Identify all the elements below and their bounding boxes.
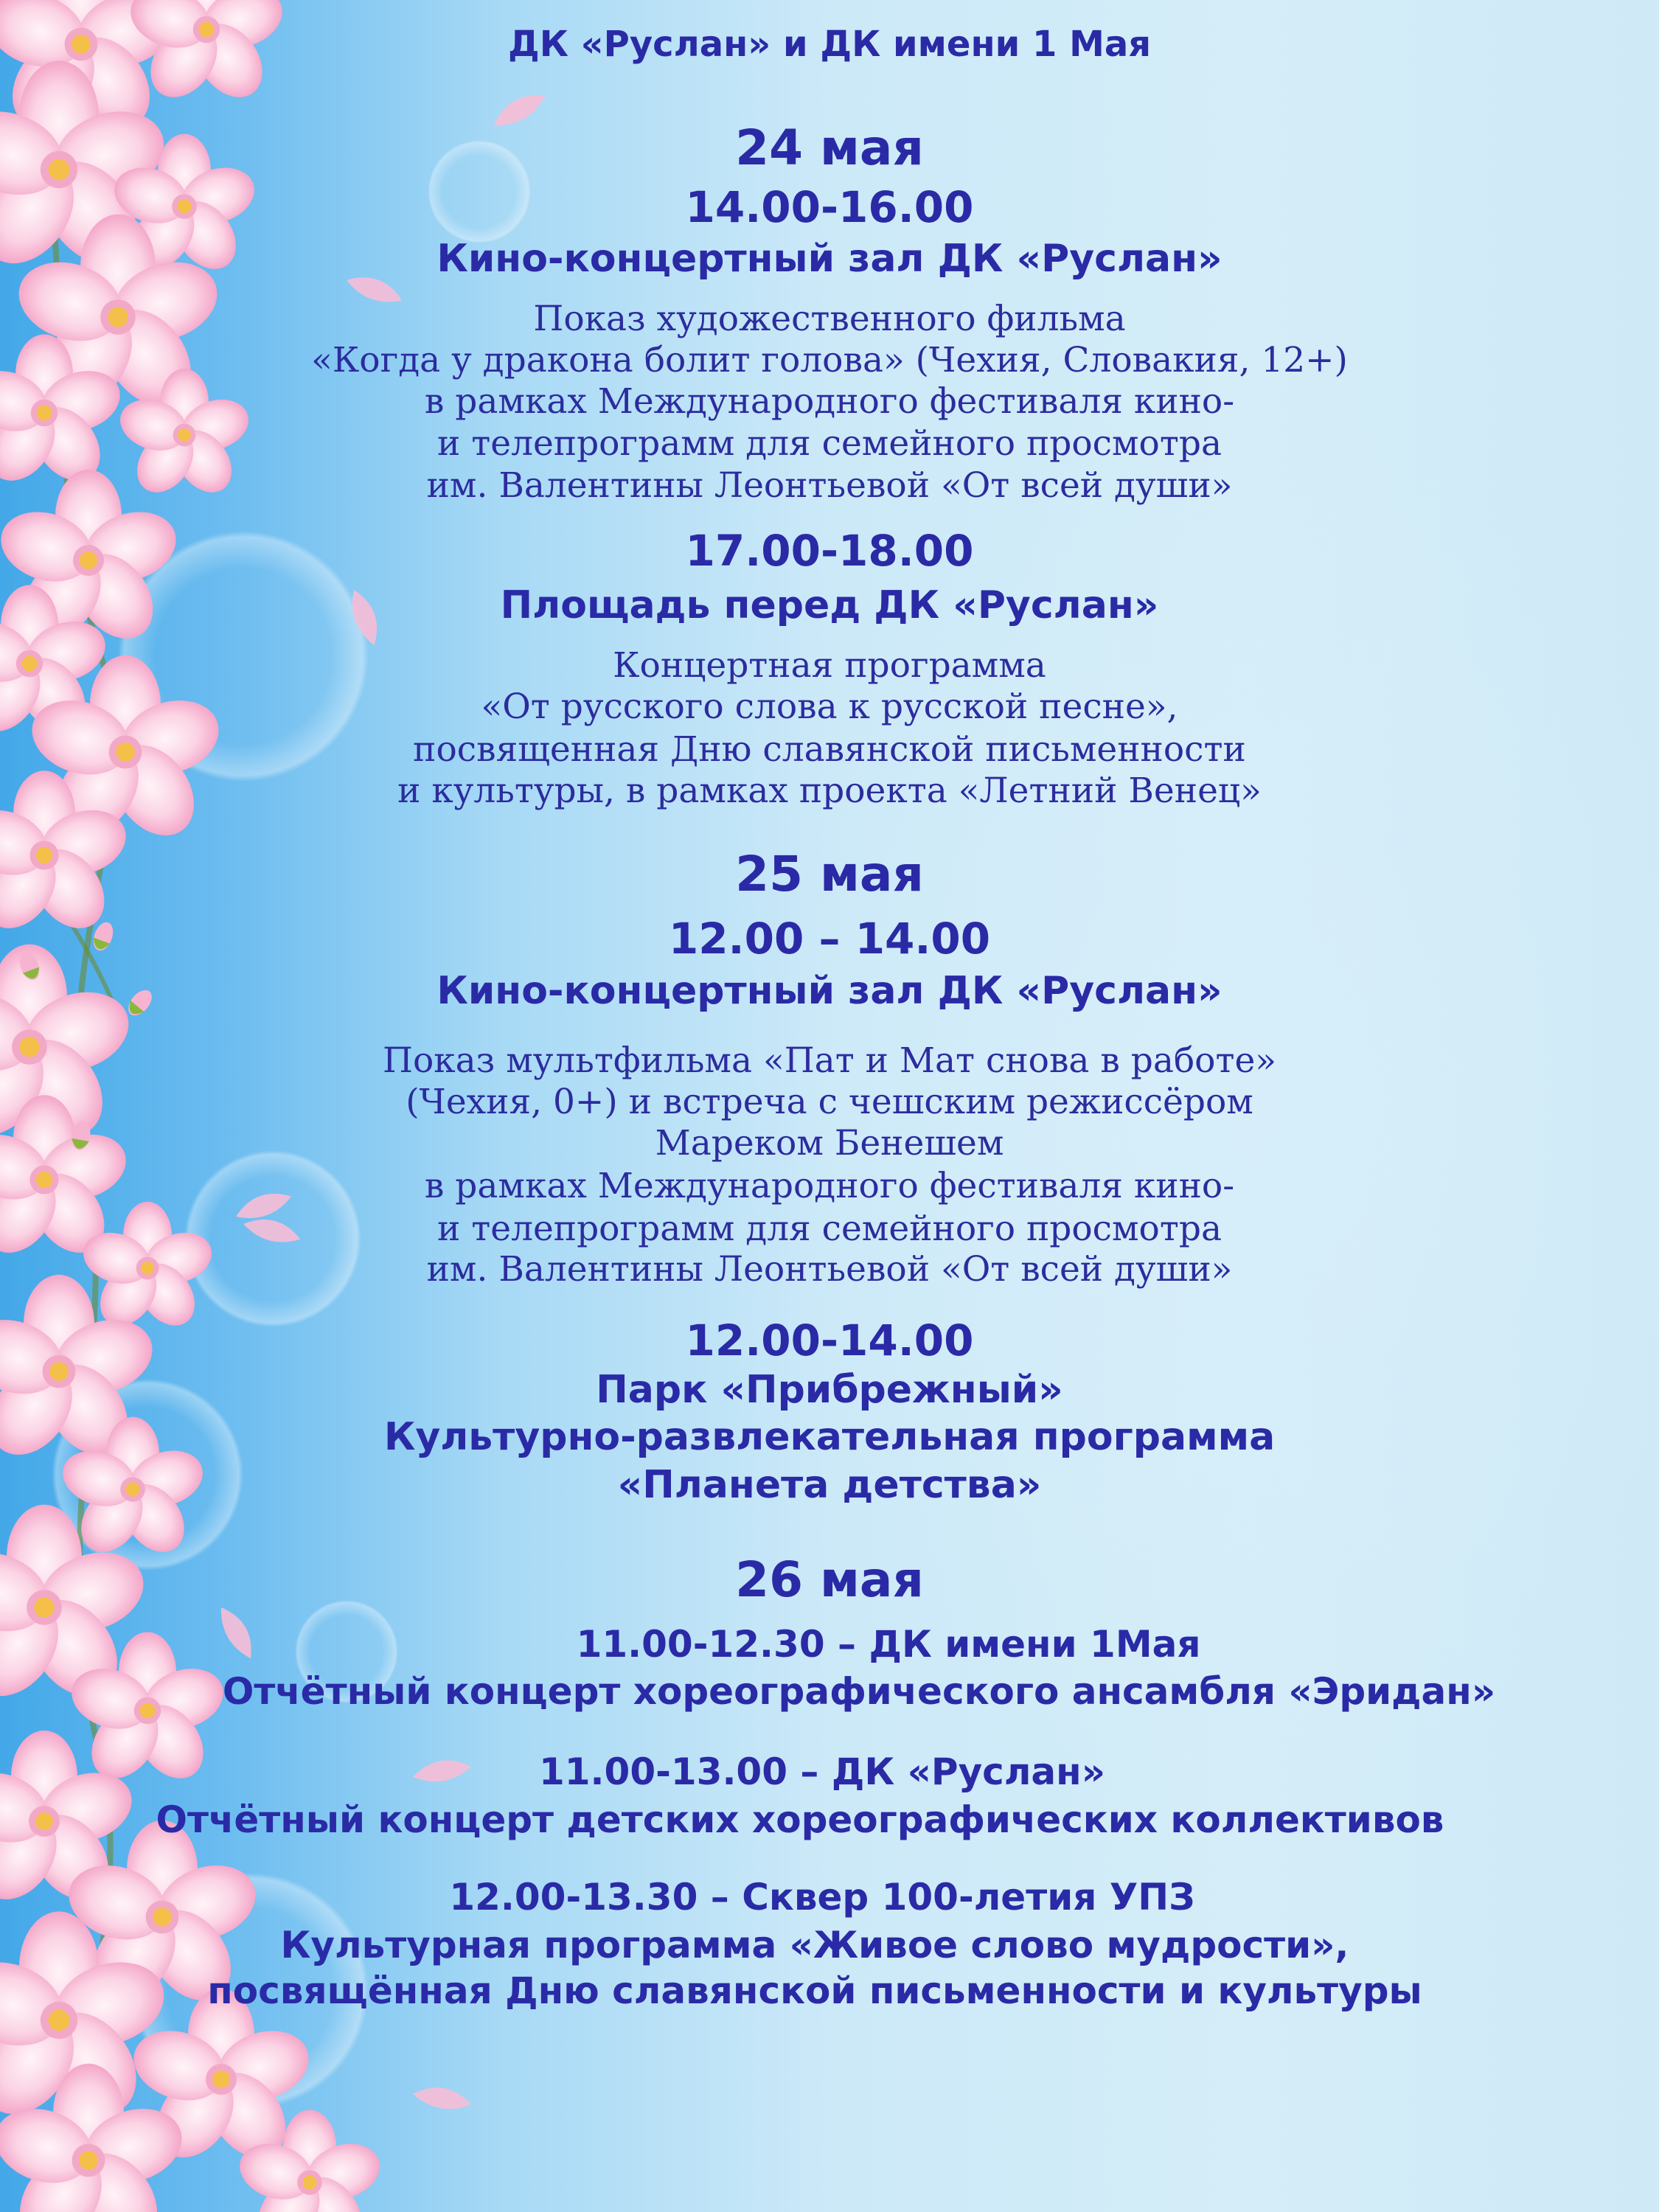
event-description-line: Показ мультфильма «Пат и Мат снова в работе» (382, 1040, 1277, 1081)
event-description-line: «Когда у дракона болит голова» (Чехия, Словакия, 12+) (311, 340, 1348, 380)
event-time: 12.00-13.30 – Сквер 100-летия УПЗ (449, 1876, 1195, 1919)
event-time: 14.00-16.00 (685, 182, 974, 232)
event-description-line: «От русского слова к русской песне», (481, 686, 1178, 727)
event-time: 12.00-14.00 (685, 1315, 974, 1366)
event-place: Кино-концертный зал ДК «Руслан» (437, 237, 1222, 281)
event-description-line: Мареком Бенешем (655, 1123, 1004, 1164)
event-place: Площадь перед ДК «Руслан» (500, 583, 1159, 627)
event-description-line: и телепрограмм для семейного просмотра (437, 423, 1222, 464)
event-description: Отчётный концерт хореографического ансамбля «Эридан» (222, 1670, 1496, 1713)
event-description-line: и культуры, в рамках проекта «Летний Венец» (397, 771, 1262, 811)
event-description-line: (Чехия, 0+) и встреча с чешским режиссёром (406, 1082, 1253, 1122)
event-description-line: Культурная программа «Живое слово мудрости», (280, 1924, 1349, 1966)
event-description-line: в рамках Международного фестиваля кино- (424, 381, 1235, 422)
date-26-may: 26 мая (735, 1551, 924, 1608)
event-description-line: в рамках Международного фестиваля кино- (424, 1166, 1235, 1206)
event-time: 11.00-12.30 – ДК имени 1Мая (576, 1623, 1201, 1666)
date-25-may: 25 мая (735, 846, 924, 902)
event-description-line: Показ художественного фильма (533, 299, 1126, 339)
event-description-line: им. Валентины Леонтьевой «От всей души» (426, 465, 1233, 506)
event-description-line: «Планета детства» (617, 1463, 1042, 1507)
event-time: 11.00-13.00 – ДК «Руслан» (538, 1750, 1106, 1793)
date-24-may: 24 мая (735, 119, 924, 176)
event-time: 12.00 – 14.00 (668, 914, 991, 964)
event-description-line: посвящённая Дню славянской письменности и культуры (207, 1969, 1422, 2012)
event-description-line: посвященная Дню славянской письменности (413, 729, 1246, 770)
event-description-line: и телепрограмм для семейного просмотра (437, 1208, 1222, 1249)
event-description-line: Культурно-развлекательная программа (383, 1415, 1276, 1459)
event-place: Парк «Прибрежный» (596, 1368, 1063, 1412)
header-title: ДК «Руслан» и ДК имени 1 Мая (507, 24, 1152, 65)
event-description: Отчётный концерт детских хореографических коллективов (156, 1798, 1444, 1841)
event-description-line: им. Валентины Леонтьевой «От всей души» (426, 1249, 1233, 1290)
event-place: Кино-концертный зал ДК «Руслан» (437, 969, 1222, 1013)
event-time: 17.00-18.00 (685, 526, 974, 576)
event-description-line: Концертная программа (613, 645, 1046, 686)
